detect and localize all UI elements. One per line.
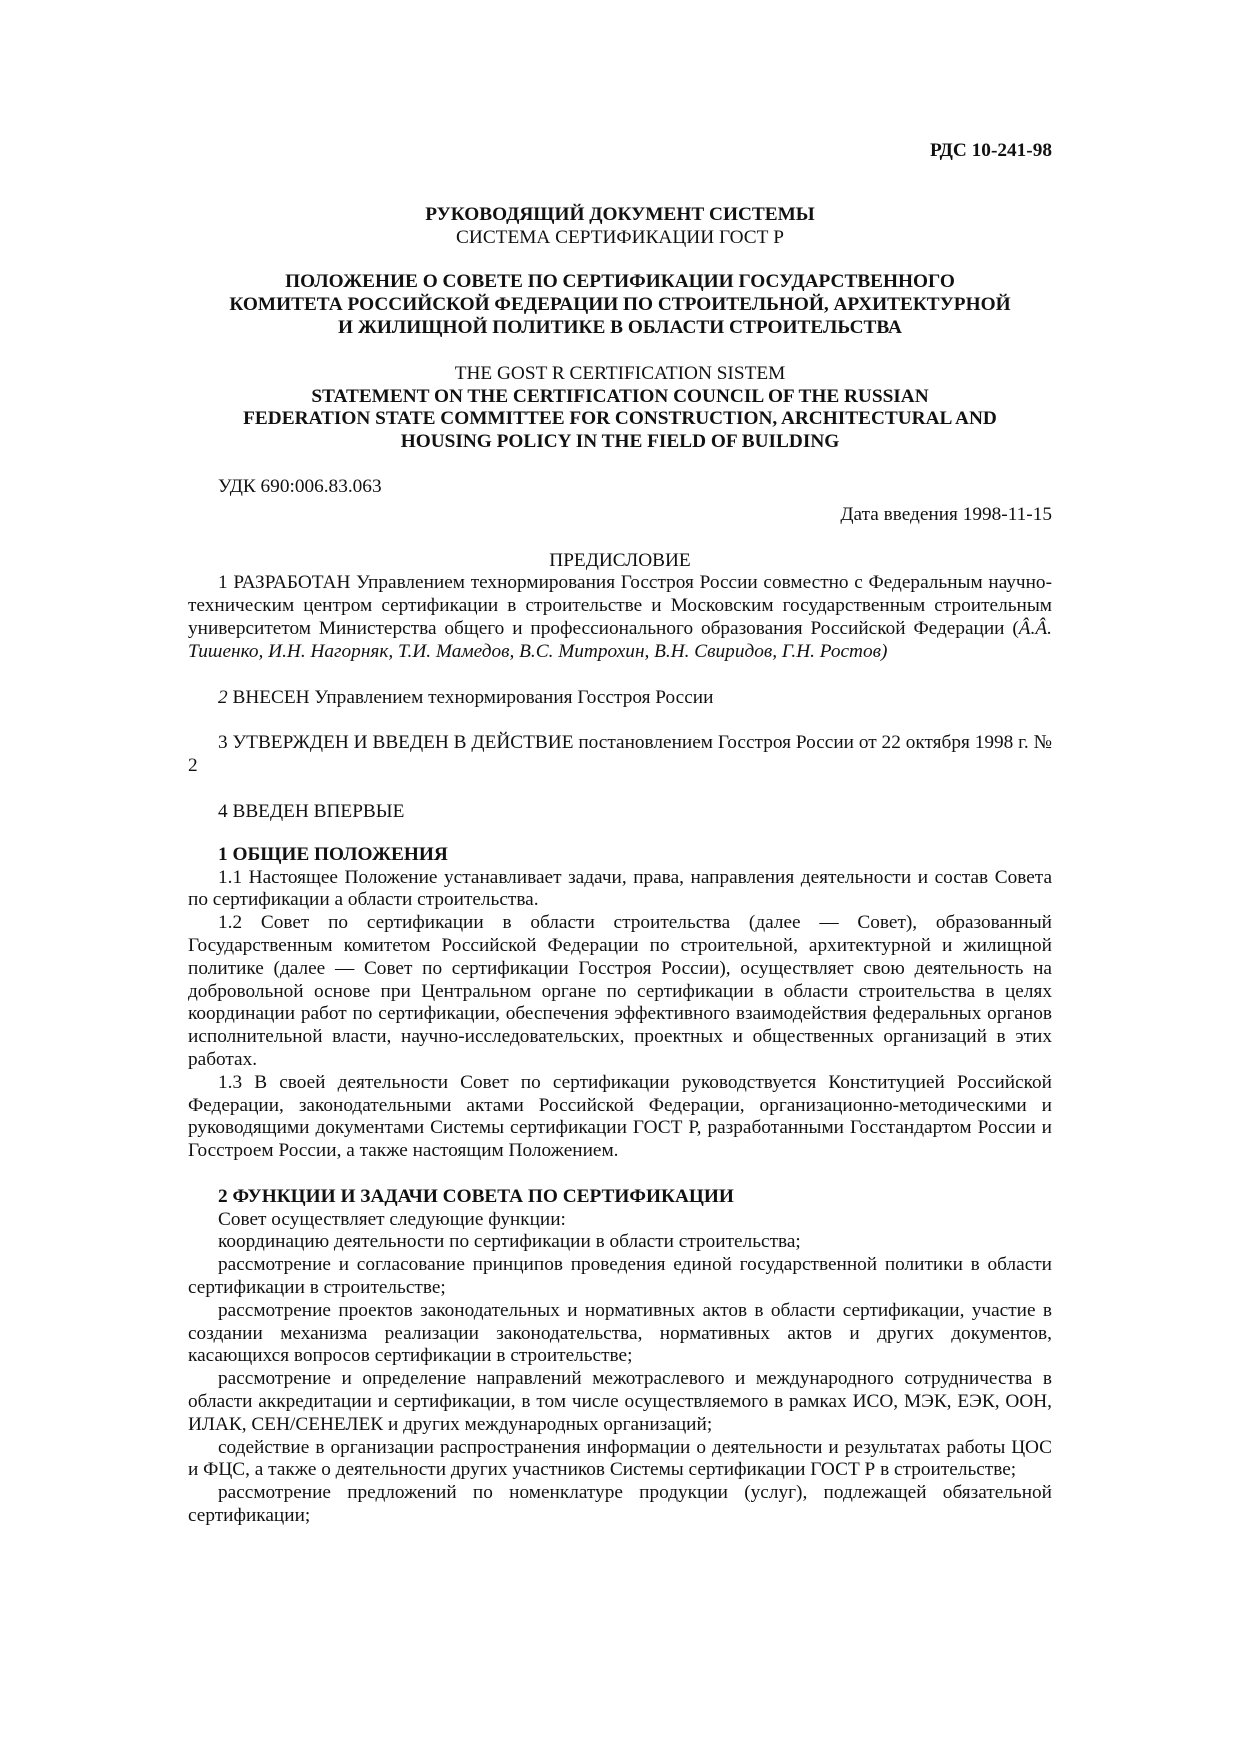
function-item: рассмотрение предложений по номенклатуре продукции (услуг), подлежащей обязательной сертификации; — [188, 1482, 1052, 1527]
section-1-heading: 1 ОБЩИЕ ПОЛОЖЕНИЯ — [218, 843, 448, 865]
section-2 — [188, 1186, 1052, 1528]
foreword — [188, 550, 1052, 824]
function-item: содействие в организации распространения информации о деятельности и результатах работы ЦОС и ФЦС, а также о деятельности других участников Системы сертификации ГОСТ Р в строительстве; — [188, 1436, 1052, 1481]
foreword-item-1 — [188, 572, 1052, 663]
section-2-intro: Совет осуществляет следующие функции: — [218, 1208, 566, 1230]
document-code: РДС 10-241-98 — [929, 140, 1052, 161]
section-2-heading: 2 ФУНКЦИИ И ЗАДАЧИ СОВЕТА ПО СЕРТИФИКАЦИИ — [218, 1185, 734, 1207]
document-body — [188, 140, 1052, 1528]
function-item: рассмотрение проектов законодательных и нормативных актов в области сертификации, участие в создании механизма реализации законодательства, нормативных актов и других документов, касающихся вопросов сертификации в строительстве; — [188, 1299, 1052, 1367]
document-type: РУКОВОДЯЩИЙ ДОКУМЕНТ СИСТЕМЫ — [425, 203, 815, 225]
paragraph-1-3: 1.3 В своей деятельности Совет по сертификации руководствуется Конституцией Российской Федерации, законодательными актами Российской Федерации, организационно-методическими и руководящими документами Системы сертификации ГОСТ Р, разработанными Госстандартом России и Госстроем России, а также настоящим Положением. — [188, 1071, 1052, 1162]
section-1 — [188, 844, 1052, 1163]
foreword-item-1-text: 1 РАЗРАБОТАН Управлением технормирования Госстроя России совместно с Федеральным научно-техническим центром сертификации в строительстве и Московским государственным строительным университетом Министерства общего и профессионального образования Российской Федерации ( — [188, 572, 1052, 639]
title-en — [188, 363, 1052, 454]
foreword-item-4: 4 ВВЕДЕН ВПЕРВЫЕ — [218, 800, 405, 822]
document-header — [188, 204, 1052, 250]
paragraph-1-1: 1.1 Настоящее Положение устанавливает задачи, права, направления деятельности и состав Совета по сертификации а области строительства. — [188, 866, 1052, 911]
paragraph-1-2: 1.2 Совет по сертификации в области строительства (далее — Совет), образованный Государственным комитетом Российской Федерации по строительной, архитектурной и жилищной политике (далее — Совет по сертификации Госстроя России), осуществляет свою деятельность на добровольной основе при Центральном органе по сертификации в области строительства в целях координации работ по сертификации, обеспечения эффективного взаимодействия федеральных органов исполнительной власти, научно-исследовательских, проектных и общественных организаций в этих работах. — [188, 912, 1052, 1070]
foreword-item-2-number: 2 — [218, 686, 228, 708]
title-en-line: FEDERATION STATE COMMITTEE FOR CONSTRUCTION, ARCHITECTURAL AND — [243, 408, 997, 430]
title-ru-line: КОМИТЕТА РОССИЙСКОЙ ФЕДЕРАЦИИ ПО СТРОИТЕЛЬНОЙ, АРХИТЕКТУРНОЙ — [229, 294, 1011, 316]
function-item: рассмотрение и согласование принципов проведения единой государственной политики в области сертификации в строительстве; — [188, 1254, 1052, 1299]
foreword-item-2-text: ВНЕСЕН Управлением технормирования Госстроя России — [227, 686, 714, 708]
title-ru — [188, 271, 1052, 339]
system-name-en: THE GOST R CERTIFICATION SISTEM — [454, 362, 786, 384]
foreword-item-2 — [188, 687, 1052, 710]
system-name: СИСТЕМА СЕРТИФИКАЦИИ ГОСТ Р — [456, 226, 784, 248]
udk-code: УДК 690:006.83.063 — [218, 475, 382, 497]
foreword-heading: ПРЕДИСЛОВИЕ — [549, 549, 691, 571]
intro-date: Дата введения 1998-11-15 — [840, 503, 1052, 525]
foreword-item-3: 3 УТВЕРЖДЕН И ВВЕДЕН В ДЕЙСТВИЕ постановлением Госстроя России от 22 октября 1998 г. № 2 — [188, 732, 1052, 777]
title-ru-line: ПОЛОЖЕНИЕ О СОВЕТЕ ПО СЕРТИФИКАЦИИ ГОСУДАРСТВЕННОГО — [285, 271, 955, 293]
function-item: рассмотрение и определение направлений межотраслевого и международного сотрудничества в области аккредитации и сертификации, в том числе осуществляемого в рамках ИСО, МЭК, ЕЭК, ООН, ИЛАК, СЕН/СЕНЕЛЕК и других международных организаций; — [188, 1368, 1052, 1435]
title-ru-line: И ЖИЛИЩНОЙ ПОЛИТИКЕ В ОБЛАСТИ СТРОИТЕЛЬСТВА — [338, 316, 902, 338]
title-en-line: HOUSING POLICY IN THE FIELD OF BUILDING — [400, 431, 840, 453]
title-en-line: STATEMENT ON THE CERTIFICATION COUNCIL OF THE RUSSIAN — [311, 385, 929, 407]
foreword-authors: Â.Â. Тишенко, И.Н. Нагорняк, Т.И. Мамедов, В.С. Митрохин, В.Н. Свиридов, Г.Н. Ростов) — [188, 617, 1052, 662]
function-item: координацию деятельности по сертификации в области строительства; — [218, 1231, 801, 1253]
